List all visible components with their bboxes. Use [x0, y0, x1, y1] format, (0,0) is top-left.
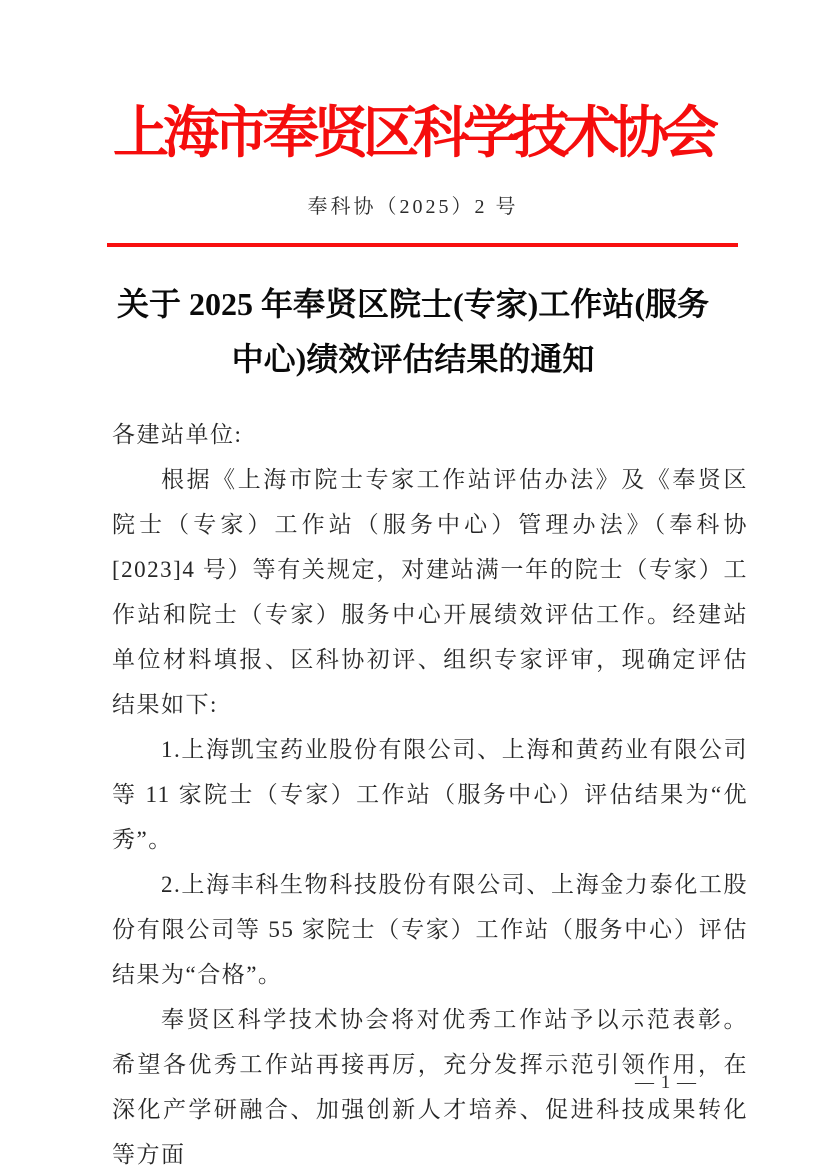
letterhead-org-title: 上海市奉贤区科学技术协会	[113, 103, 713, 165]
document-title-line-1: 关于 2025 年奉贤区院士(专家)工作站(服务	[117, 286, 709, 322]
page-number: — 1 —	[635, 1072, 697, 1093]
document-reference-number: 奉科协（2025）2 号	[307, 196, 519, 218]
document-title	[113, 277, 713, 387]
salutation: 各建站单位:	[112, 422, 243, 447]
letterhead-divider-rule	[107, 243, 738, 247]
document-body	[112, 412, 748, 1169]
body-paragraph: 根据《上海市院士专家工作站评估办法》及《奉贤区院士（专家）工作站（服务中心）管理办法》（奉科协[2023]4 号）等有关规定，对建站满一年的院士（专家）工作站和院士（专家）服务中心开展绩效评估工作。经建站单位材料填报、区科协初评、组织专家评审，现确定评估结果如下:	[112, 467, 748, 717]
document-title-line-2: 中心)绩效评估结果的通知	[231, 341, 595, 377]
body-paragraph: 2.上海丰科生物科技股份有限公司、上海金力泰化工股份有限公司等 55 家院士（专家）工作站（服务中心）评估结果为“合格”。	[112, 872, 748, 987]
body-paragraph: 1.上海凯宝药业股份有限公司、上海和黄药业有限公司等 11 家院士（专家）工作站（服务中心）评估结果为“优秀”。	[112, 737, 748, 852]
body-paragraph: 奉贤区科学技术协会将对优秀工作站予以示范表彰。希望各优秀工作站再接再厉，充分发挥示范引领作用，在深化产学研融合、加强创新人才培养、促进科技成果转化等方面	[112, 1007, 748, 1167]
